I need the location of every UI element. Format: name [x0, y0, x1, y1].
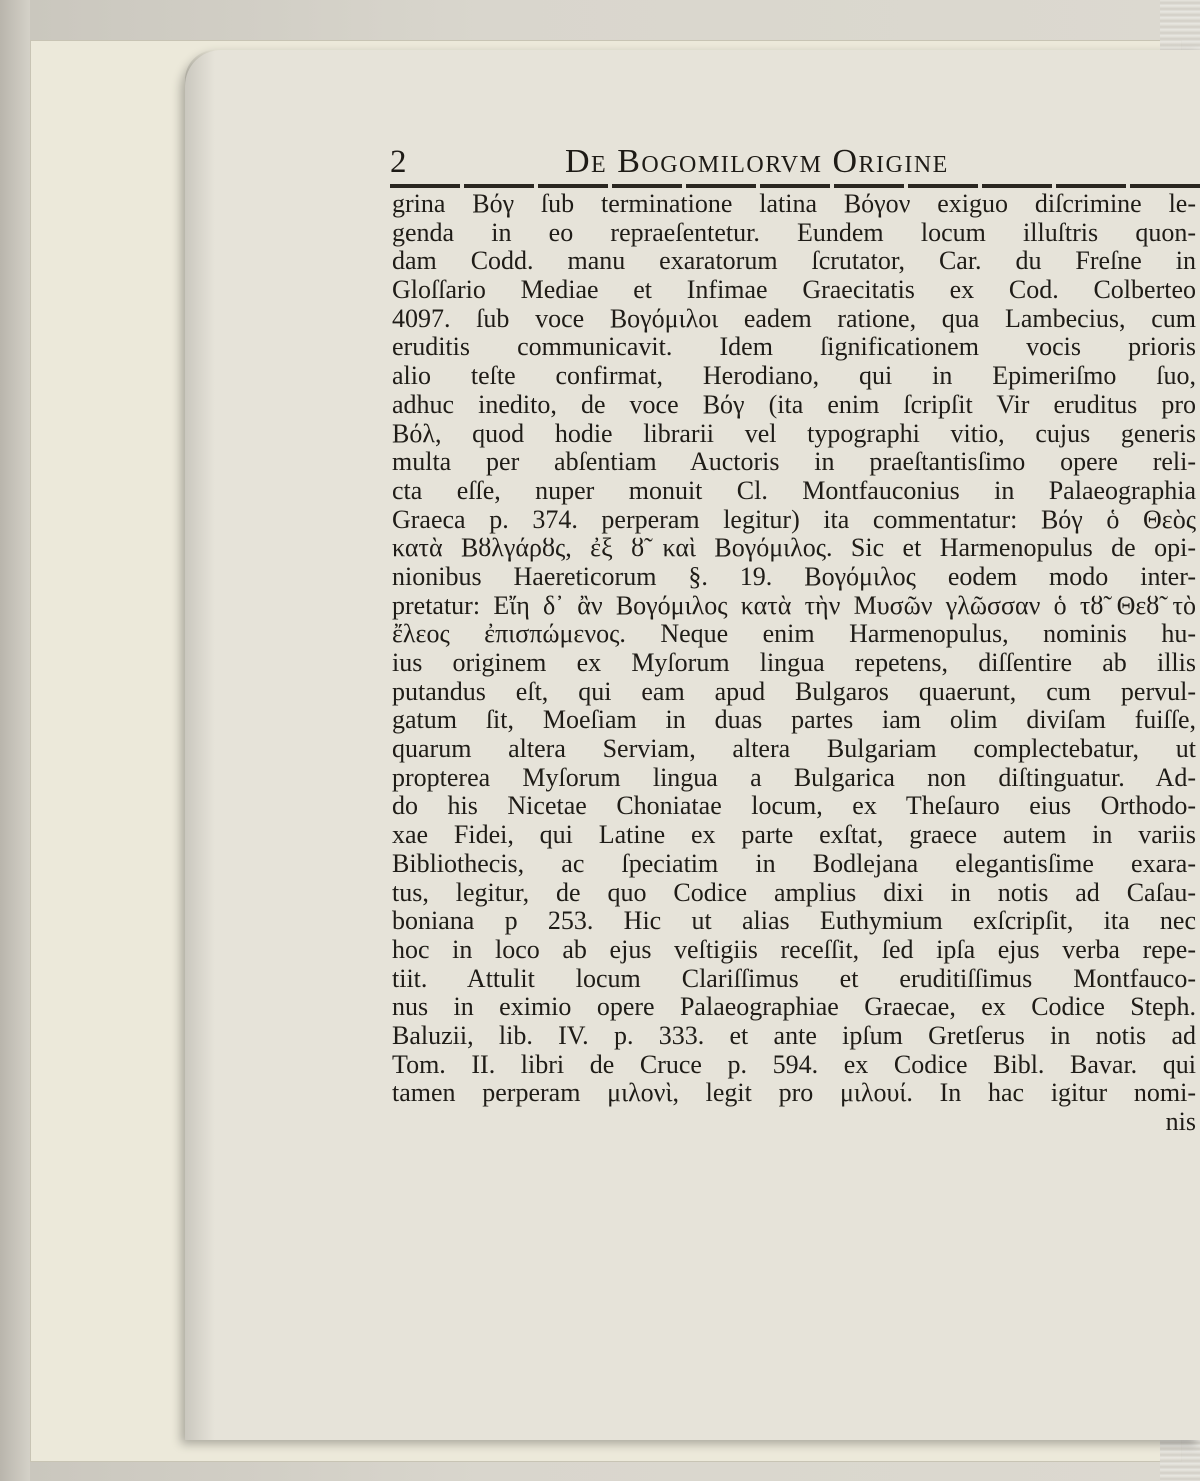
- cover-left-edge: [0, 0, 30, 1481]
- text-line: nus in eximio opere Palaeographiae Graecae, ex Codice Steph.: [392, 993, 1196, 1022]
- header-rule: [390, 184, 1200, 188]
- text-line: Baluzii, lib. IV. p. 333. et ante ipſum Gretſerus in notis ad: [392, 1021, 1196, 1050]
- body-text: [392, 190, 1196, 1137]
- text-line: tiit. Attulit locum Clariſſimus et eruditiſſimus Montfauco-: [392, 964, 1196, 993]
- text-line: ἔλεος ἐπισπώμενος. Neque enim Harmenopulus, nominis hu-: [392, 620, 1196, 649]
- text-line: genda in eo repraeſentetur. Eundem locum illuſtris quon-: [392, 218, 1196, 247]
- text-line: κατὰ Βȣλγάρȣς, ἐξ ȣ̃ καὶ Βογόμιλος. Sic et Harmenopulus de opi-: [392, 534, 1196, 563]
- text-line: alio teſte confirmat, Herodiano, qui in Epimeriſmo ſuo,: [392, 362, 1196, 391]
- text-line: boniana p 253. Hic ut alias Euthymium exſcripſit, ita nec: [392, 907, 1196, 936]
- text-line: Bibliothecis, ac ſpeciatim in Bodlejana elegantisſime exara-: [392, 849, 1196, 878]
- page-header: [390, 142, 1190, 182]
- catchword: nis: [1165, 1108, 1196, 1136]
- text-line: tamen perperam μιλονὶ, legit pro μιλουί. In hac igitur nomi-: [392, 1079, 1196, 1108]
- text-line: grina Βόγ ſub terminatione latina Βόγον exiguo diſcrimine le-: [392, 190, 1196, 218]
- text-line: Graeca p. 374. perperam legitur) ita commentatur: Βόγ ὁ Θεὸς: [392, 505, 1196, 534]
- text-line: xae Fidei, qui Latine ex parte exſtat, graece autem in variis: [392, 821, 1196, 850]
- text-line: Βόλ, quod hodie librarii vel typographi vitio, cujus generis: [392, 419, 1196, 448]
- page-number: 2: [390, 144, 407, 180]
- text-line: Tom. II. libri de Cruce p. 594. ex Codice Bibl. Bavar. qui: [392, 1050, 1196, 1079]
- running-title: De Bogomilorvm Origine: [565, 143, 949, 180]
- text-line: dam Codd. manu exaratorum ſcrutator, Car. du Freſne in: [392, 247, 1196, 276]
- text-line: nionibus Haereticorum §. 19. Βογόμιλος eodem modo inter-: [392, 562, 1196, 591]
- text-line: pretatur: Εἴη δ᾽ ἂν Βογόμιλος κατὰ τὴν Μυσῶν γλῶσσαν ὁ τȣ̃ Θεȣ̃ τὸ: [392, 591, 1196, 620]
- text-line: putandus eſt, qui eam apud Bulgaros quaerunt, cum pervul-: [392, 677, 1196, 706]
- text-line: quarum altera Serviam, altera Bulgariam complectebatur, ut: [392, 735, 1196, 764]
- page-gutter-shadow: [185, 50, 215, 1440]
- text-line: 4097. ſub voce Βογόμιλοι eadem ratione, qua Lambecius, cum: [392, 304, 1196, 333]
- text-line: hoc in loco ab ejus veſtigiis receſſit, ſed ipſa ejus verba repe-: [392, 935, 1196, 964]
- text-line: adhuc inedito, de voce Βόγ (ita enim ſcripſit Vir eruditus pro: [392, 390, 1196, 419]
- text-line: eruditis communicavit. Idem ſignificationem vocis prioris: [392, 333, 1196, 362]
- text-line: gatum ſit, Moeſiam in duas partes iam olim diviſam fuiſſe,: [392, 706, 1196, 735]
- text-line: multa per abſentiam Auctoris in praeſtantisſimo opere reli-: [392, 448, 1196, 477]
- text-line: tus, legitur, de quo Codice amplius dixi in notis ad Caſau-: [392, 878, 1196, 907]
- text-line: do his Nicetae Choniatae locum, ex Theſauro eius Orthodo-: [392, 792, 1196, 821]
- text-line: Gloſſario Mediae et Infimae Graecitatis ex Cod. Colberteo: [392, 276, 1196, 305]
- text-line: ius originem ex Myſorum lingua repetens, diſſentire ab illis: [392, 649, 1196, 677]
- text-line: cta eſſe, nuper monuit Cl. Montfauconius in Palaeographia: [392, 476, 1196, 505]
- text-line: propterea Myſorum lingua a Bulgarica non diſtinguatur. Ad-: [392, 763, 1196, 792]
